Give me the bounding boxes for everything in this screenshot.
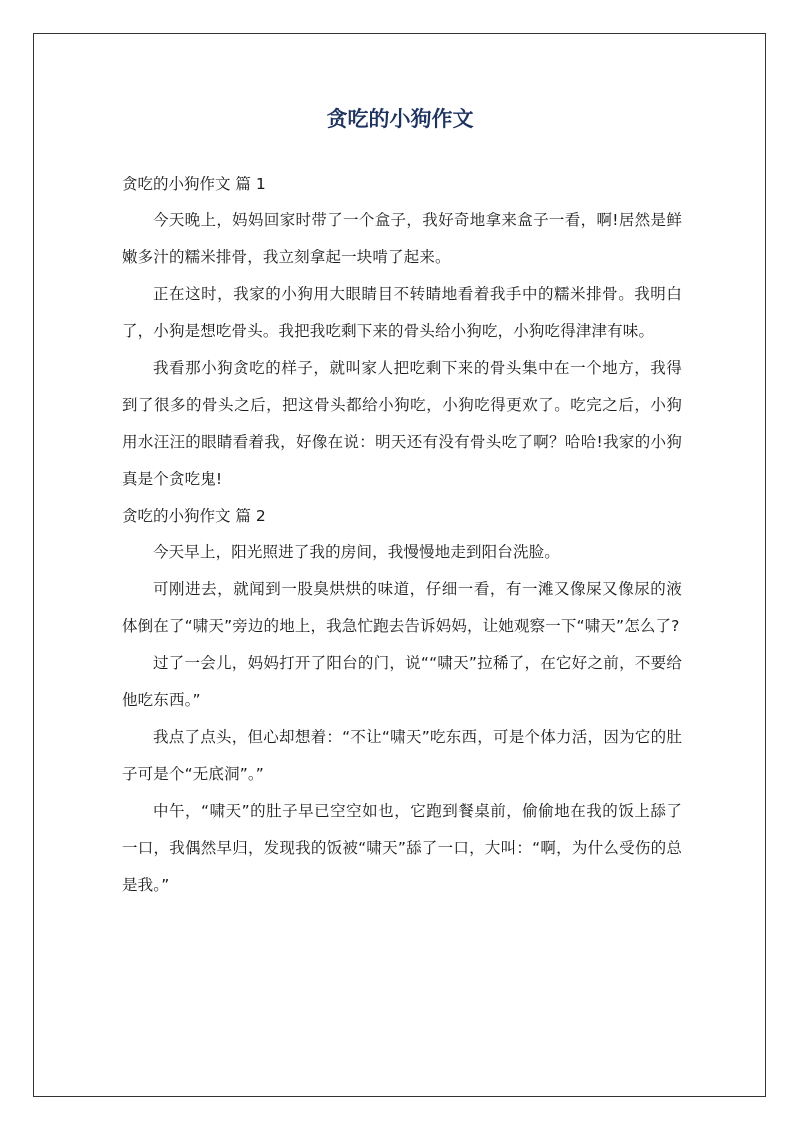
- section-heading-2: 贪吃的小狗作文 篇 2: [122, 507, 266, 525]
- document-title: 贪吃的小狗作文: [326, 107, 474, 131]
- section-heading-1: 贪吃的小狗作文 篇 1: [122, 175, 266, 193]
- paragraph: 今天早上，阳光照进了我的房间，我慢慢地走到阳台洗脸。: [153, 543, 560, 561]
- paragraph: 正在这时，我家的小狗用大眼睛目不转睛地看着我手中的糯米排骨。我明白了，小狗是想吃骨头。我把我吃剩下来的骨头给小狗吃，小狗吃得津津有味。: [122, 285, 682, 340]
- paragraph: 中午，“啸天”的肚子早已空空如也，它跑到餐桌前，偷偷地在我的饭上舔了一口，我偶然早归，发现我的饭被“啸天”舔了一口，大叫：“啊，为什么受伤的总是我。”: [122, 802, 682, 894]
- paragraph: 可刚进去，就闻到一股臭烘烘的味道，仔细一看，有一滩又像屎又像尿的液体倒在了“啸天”旁边的地上，我急忙跑去告诉妈妈，让她观察一下“啸天”怎么了?: [122, 580, 682, 635]
- paragraph: 今天晚上，妈妈回家时带了一个盒子，我好奇地拿来盒子一看，啊!居然是鲜嫩多汁的糯米排骨，我立刻拿起一块啃了起来。: [122, 211, 682, 266]
- paragraph: 我点了点头，但心却想着：“不让“啸天”吃东西，可是个体力活，因为它的肚子可是个“无底洞”。”: [122, 728, 682, 783]
- document-body: [122, 166, 682, 904]
- paragraph: 过了一会儿，妈妈打开了阳台的门，说““啸天”拉稀了，在它好之前，不要给他吃东西。”: [122, 654, 682, 709]
- paragraph: 我看那小狗贪吃的样子，就叫家人把吃剩下来的骨头集中在一个地方，我得到了很多的骨头之后，把这骨头都给小狗吃，小狗吃得更欢了。吃完之后，小狗用水汪汪的眼睛看着我，好像在说：明天还有没有骨头吃了啊？哈哈!我家的小狗真是个贪吃鬼!: [122, 359, 682, 488]
